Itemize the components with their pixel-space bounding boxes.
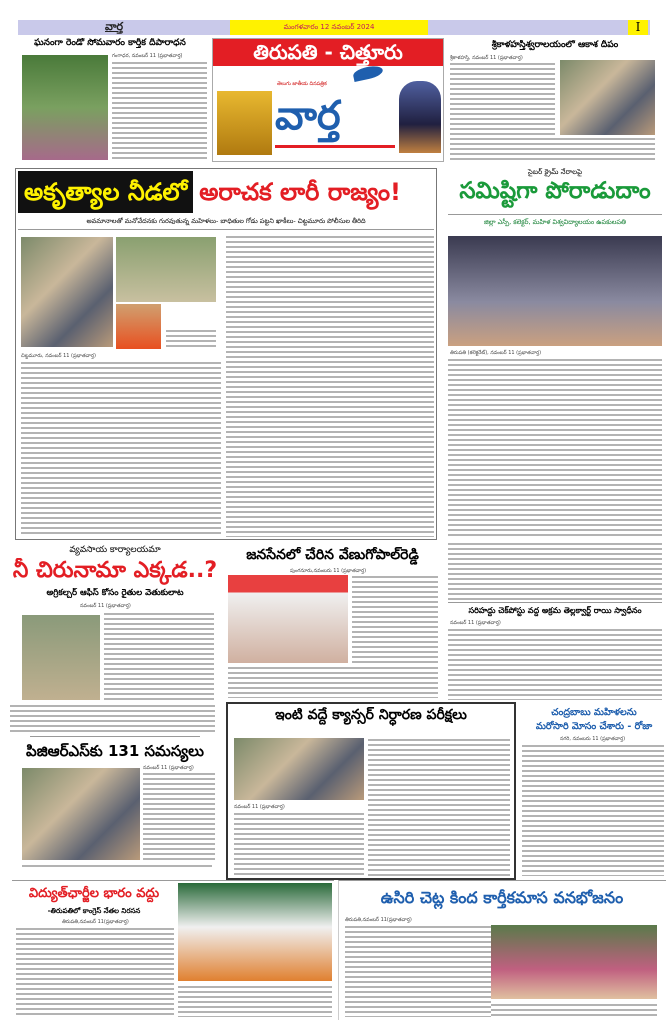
article-body: [368, 738, 510, 876]
headline-karthika: ఘనంగా రెండో సోమవారం కార్తీక దీపారాధన: [34, 38, 186, 48]
headline-black-box: అకృత్యాల నీడలో: [18, 171, 193, 213]
photo-agri: [22, 615, 100, 700]
headline-usiri: ఉసిరి చెట్ల కింద కార్తీకమాస వనభోజనం: [380, 888, 624, 907]
photo-janasena: [228, 575, 348, 663]
logo: వార్త: [275, 93, 341, 139]
dateline: తిరుపతి (కలెక్టరేట్), నవంబర్ 11 (ప్రభాతవార్త): [450, 350, 542, 356]
divider: [448, 602, 662, 603]
dove-icon: [352, 64, 384, 82]
article-body: [522, 744, 664, 876]
dateline: పుంగనూరు,నవంబరు 11 (ప్రభాతవార్త): [290, 568, 367, 574]
article-body: [450, 137, 655, 161]
masthead: [212, 38, 444, 162]
dateline: నగరి, నవంబరు 11 (ప్రభాతవార్త): [560, 736, 626, 742]
dateline: తిరుపతి,నవంబర్ 11(ప్రభాతవార్త): [345, 917, 412, 923]
dateline: నవంబర్ 11 (ప్రభాతవార్త): [143, 765, 194, 771]
article-body: [352, 575, 438, 663]
article-body: [450, 62, 555, 137]
dateline: చిట్టమూరు, నవంబర్ 11 (ప్రభాతవార్త): [21, 353, 96, 359]
cancer-story: [226, 702, 516, 880]
photo-karthika: [22, 55, 108, 160]
article-body: [21, 361, 221, 537]
photo-congress-protest: [178, 883, 332, 981]
article-body: [226, 235, 434, 537]
headline-janasena: జనసేనలో చేరిన వేణుగోపాల్‌రెడ్డి: [246, 547, 419, 563]
headline-cyber: సమిష్టిగా పోరాడుదాం: [459, 178, 651, 204]
article-body: [112, 61, 207, 160]
dateline: నవంబర్ 11 (ప్రభాతవార్త): [80, 603, 131, 609]
photo-lorry: [116, 237, 216, 302]
usiri-story: [338, 880, 666, 1020]
tagline: తెలుగు జాతీయ దినపత్రిక: [277, 81, 327, 87]
kicker-cyber: సైబర్ క్రైమ్ నేరాలపై: [527, 168, 583, 176]
headline-cancer: ఇంటి వద్దే క్యాన్సర్ నిర్ధారణ పరీక్షలు: [275, 707, 467, 723]
dateline: శ్రీకాళహస్తి, నవంబర్ 11 (ప్రభాతవార్త): [450, 55, 523, 61]
temple-image: [217, 91, 272, 155]
article-body: [491, 1003, 657, 1017]
lorry-headline-row: [18, 171, 434, 213]
headline-roja-2: మరోసారి మోసం చేశారు - రోజా: [535, 721, 653, 732]
headline-roja-1: చంద్రబాబు మహిళలను: [551, 707, 637, 718]
lorry-story: [15, 168, 437, 540]
divider: [30, 736, 200, 737]
page-number: I: [628, 20, 648, 35]
article-body: [448, 542, 662, 600]
photo-pgrs: [22, 768, 140, 860]
subhead-electricity: -తిరుపతిలో కాంగ్రెస్ నేతల నిరసన: [47, 907, 141, 915]
photo-woman-child: [21, 237, 113, 347]
photo-akasha: [560, 60, 655, 135]
edition-band: తిరుపతి - చిత్తూరు: [213, 39, 443, 66]
subhead-agri: అగ్రికల్చర్ ఆఫీస్ కోసం రైతుల వెతుకులాట: [46, 588, 184, 598]
article-body: [10, 704, 215, 732]
dateline: గంగాధర, నవంబర్ 11 (ప్రభాతవార్త): [112, 53, 183, 59]
subhead: అవమానాలతో మనోవేదనకు గురవుతున్న మహిళలు- బాధితుల గోడు పట్టని ఖాకీలు- చిట్టమూరు పోలీసుల తీరిది: [86, 217, 366, 225]
article-body: [104, 612, 214, 702]
headline-agri: నీ చిరునామా ఎక్కడ..?: [12, 558, 218, 583]
article-body: [178, 985, 332, 1017]
photo-man: [116, 304, 161, 349]
paper-name: వార్త: [105, 20, 124, 33]
headline-red: అరాచక లారీ రాజ్యం!: [199, 178, 401, 206]
photo-cyber-meeting: [448, 236, 662, 346]
subhead-cyber: జిల్లా ఎస్పీ, కలెక్టర్, మహిళ విశ్వవిద్యాలయం ఉపకులపతి: [483, 218, 627, 226]
kicker-agri: వ్యవసాయ కార్యాలయమా: [69, 545, 161, 555]
deity-image: [399, 81, 441, 153]
dateline: నవంబర్ 11 (ప్రభాతవార్త): [450, 620, 501, 626]
divider: [18, 229, 434, 230]
dateline: తిరుపతి,నవంబర్ 11(ప్రభాతవార్త): [62, 919, 129, 925]
headline-checkpost: సరిహద్దు చెక్‌పోస్టు వద్ద అక్రమ తెల్లక్వార్ట్ రాయి స్వాధీనం: [468, 606, 642, 615]
article-body: [234, 812, 364, 876]
divider: [448, 214, 662, 215]
article-body: [143, 772, 215, 862]
photo-cancer-meeting: [234, 738, 364, 800]
article-body: [16, 927, 174, 1017]
headline-pgrs: పిజిఆర్ఎస్‌కు 131 సమస్యలు: [26, 742, 204, 760]
article-body: [228, 666, 438, 698]
headline-electricity: విద్యుత్‌ఛార్జీల భారం వద్దు: [28, 886, 160, 901]
article-body: [345, 925, 491, 1017]
logo-underline: [275, 145, 395, 148]
dateline: నవంబర్ 11 (ప్రభాతవార్త): [234, 804, 285, 810]
electricity-story: [12, 880, 334, 1020]
photo-caption: [166, 329, 216, 349]
article-body: [448, 358, 662, 538]
article-body: [22, 864, 212, 870]
article-body: [448, 628, 662, 700]
headline-akasha: శ్రీకాళహస్తీశ్వరాలయంలో ఆకాశ దీపం: [491, 40, 619, 50]
date-box: మంగళవారం 12 నవంబర్ 2024: [230, 20, 428, 35]
photo-vanabhojanam: [491, 925, 657, 999]
